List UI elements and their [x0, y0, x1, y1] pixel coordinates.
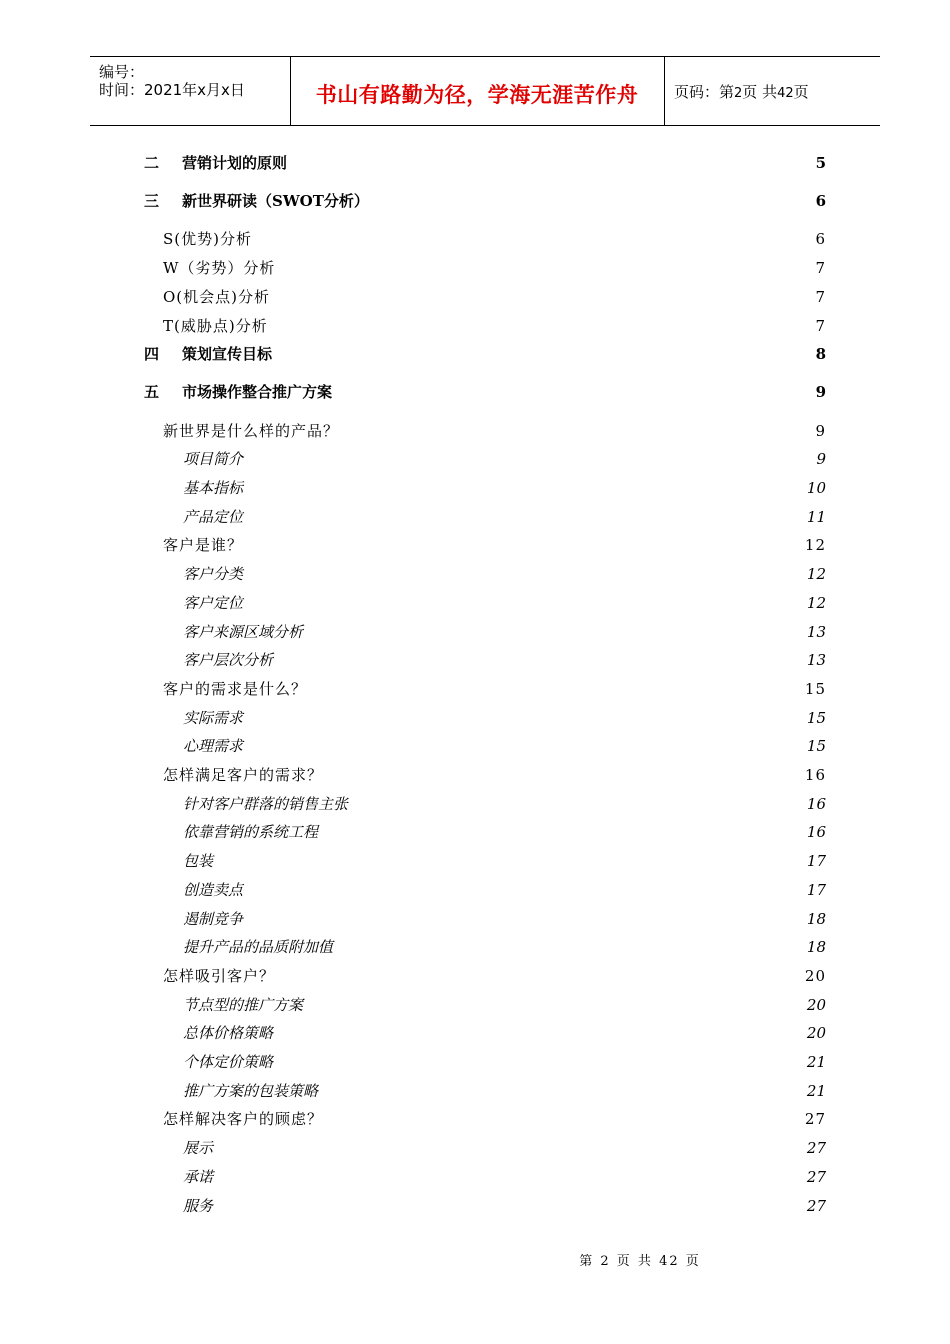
toc-entry-title: 节点型的推广方案	[183, 995, 304, 1014]
toc-entry-page: 20	[806, 1024, 826, 1043]
toc-entry-title: 个体定价策略	[183, 1053, 274, 1071]
toc-entry-title: W（劣势）分析	[163, 259, 276, 278]
toc-entry-title: 客户来源区域分析	[183, 622, 304, 641]
toc-entry-page: 10	[806, 479, 826, 497]
toc-entry-title: 展示	[183, 1139, 214, 1158]
toc-entry-title: 总体价格策略	[183, 1024, 274, 1043]
toc-entry-title: 客户定位	[183, 593, 244, 612]
toc-entry-title: 针对客户群落的销售主张	[183, 794, 349, 813]
toc-entry[interactable]	[183, 1080, 826, 1102]
toc-entry-title: 产品定位	[183, 507, 244, 526]
toc-entry-page: 9	[815, 383, 826, 402]
toc-section-number: 五	[144, 383, 160, 402]
toc-entry-title: 客户是谁？	[163, 536, 244, 555]
page-current: 2	[734, 86, 743, 101]
page-total: 42	[777, 86, 794, 101]
number-label: 编号：	[99, 63, 145, 81]
toc-entry[interactable]	[183, 821, 826, 843]
toc-entry-title: 客户分类	[183, 565, 244, 584]
toc-entry-page: 12	[804, 536, 826, 555]
toc-entry-title: 客户的需求是什么？	[163, 679, 308, 698]
toc-entry-page: 21	[806, 1053, 826, 1071]
toc-entry-title: 实际需求	[183, 708, 244, 727]
toc-entry-title: 提升产品的品质附加值	[183, 938, 334, 957]
toc-entry-page: 27	[806, 1139, 826, 1158]
toc-entry-page: 17	[806, 852, 826, 871]
toc-entry[interactable]	[183, 563, 826, 585]
header-page-cell	[665, 57, 880, 125]
toc-entry[interactable]	[183, 1166, 826, 1188]
header-slogan-cell	[290, 57, 665, 125]
footer-prefix: 第	[579, 1254, 595, 1269]
toc-entry-page: 16	[804, 766, 826, 784]
toc-entry[interactable]	[163, 965, 826, 987]
page-mid: 页 共	[742, 83, 778, 101]
toc-entry-title: 客户层次分析	[183, 651, 274, 670]
toc-entry-title: 新世界研读（SWOT分析）	[182, 192, 369, 211]
footer-total: 42	[659, 1254, 680, 1269]
toc-entry-page: 7	[815, 259, 826, 278]
toc-entry[interactable]	[183, 994, 826, 1016]
toc-entry[interactable]	[183, 592, 826, 614]
toc-entry[interactable]	[163, 315, 826, 337]
toc-entry-page: 8	[815, 345, 826, 364]
page-suffix: 页	[793, 83, 809, 101]
toc-entry-title: 怎样解决客户的顾虑？	[163, 1110, 324, 1129]
toc-entry-title: O(机会点)分析	[163, 287, 271, 306]
toc-entry[interactable]	[163, 764, 826, 786]
toc-entry-page: 12	[806, 565, 826, 584]
toc-entry[interactable]	[183, 448, 826, 470]
toc-entry-page: 27	[804, 1110, 826, 1129]
toc-entry-title: 推广方案的包装策略	[183, 1081, 319, 1100]
toc-entry[interactable]	[163, 1108, 826, 1130]
toc-entry-page: 18	[806, 938, 826, 957]
toc-entry-page: 11	[806, 507, 826, 526]
toc-entry[interactable]	[163, 257, 826, 279]
slogan: 书山有路勤为径，学海无涯苦作舟	[315, 83, 639, 107]
toc-entry-title: 服务	[183, 1196, 214, 1215]
toc-entry[interactable]	[183, 649, 826, 671]
toc-entry-page: 6	[815, 192, 826, 211]
toc-entry-page: 16	[806, 794, 826, 813]
toc-section-number: 二	[144, 154, 160, 172]
toc-entry-title: 遏制竞争	[183, 909, 244, 928]
toc-entry[interactable]	[183, 1137, 826, 1159]
page-footer	[0, 1250, 950, 1269]
toc-entry[interactable]	[183, 793, 826, 815]
toc-entry[interactable]	[183, 506, 826, 528]
toc-entry[interactable]	[183, 1195, 826, 1217]
toc-entry[interactable]	[144, 343, 826, 365]
toc-entry-title: 项目简介	[183, 450, 244, 469]
toc-entry-page: 13	[806, 622, 826, 641]
header-page-info	[674, 81, 809, 102]
page-prefix: 页码：第	[674, 83, 735, 101]
toc-entry-title: 市场操作整合推广方案	[182, 383, 333, 402]
toc-entry[interactable]	[144, 190, 826, 212]
toc-entry-title: 包装	[183, 852, 214, 871]
toc-entry-title: 承诺	[183, 1167, 214, 1186]
toc-entry-title: 依靠营销的系统工程	[183, 823, 319, 842]
footer-mid: 页 共	[616, 1254, 653, 1269]
footer-current: 2	[600, 1254, 611, 1269]
toc-entry[interactable]	[144, 152, 826, 174]
time-label: 时间：2021年x月x日	[99, 81, 245, 99]
footer-suffix: 页	[685, 1254, 701, 1269]
toc-entry[interactable]	[163, 420, 826, 442]
toc-entry-page: 5	[815, 154, 826, 172]
toc-entry-page: 20	[804, 966, 826, 985]
toc-entry[interactable]	[183, 908, 826, 930]
toc-entry-page: 27	[806, 1196, 826, 1215]
toc-entry-page: 21	[806, 1081, 826, 1100]
toc-entry[interactable]	[183, 735, 826, 757]
toc-entry[interactable]	[183, 621, 826, 643]
toc-entry[interactable]	[163, 534, 826, 556]
toc-entry-page: 15	[806, 737, 826, 756]
header-meta-cell	[90, 57, 291, 125]
toc-entry[interactable]	[183, 477, 826, 499]
toc-entry-page: 9	[815, 421, 826, 440]
toc-entry[interactable]	[144, 381, 826, 403]
toc-section-number: 四	[144, 345, 160, 364]
toc-entry[interactable]	[183, 879, 826, 901]
toc-entry-title: T(威胁点)分析	[163, 316, 268, 335]
toc-entry[interactable]	[183, 850, 826, 872]
toc-entry-page: 13	[806, 651, 826, 670]
toc-entry-title: 怎样吸引客户？	[163, 966, 276, 985]
toc-entry[interactable]	[163, 286, 826, 308]
toc-entry-title: 创造卖点	[183, 880, 244, 899]
toc-entry-page: 7	[815, 287, 826, 306]
toc-entry-page: 9	[816, 450, 826, 469]
toc-entry[interactable]	[163, 678, 826, 700]
toc-entry-page: 27	[806, 1167, 826, 1186]
toc-entry-title: 策划宣传目标	[182, 345, 273, 364]
toc-entry-title: 心理需求	[183, 737, 244, 756]
toc-entry-page: 12	[806, 593, 826, 612]
toc-section-number: 三	[144, 192, 160, 211]
toc-entry-page: 6	[815, 230, 826, 249]
toc-entry-title: 营销计划的原则	[182, 154, 288, 172]
toc-entry[interactable]	[183, 1022, 826, 1044]
toc-entry[interactable]	[183, 1051, 826, 1073]
toc-entry[interactable]	[183, 707, 826, 729]
toc-entry-page: 20	[806, 995, 826, 1014]
document-header	[90, 56, 880, 126]
toc-entry-title: 新世界是什么样的产品？	[163, 421, 340, 440]
toc-entry-page: 7	[815, 316, 826, 335]
toc-entry[interactable]	[183, 936, 826, 958]
toc-entry-page: 15	[806, 708, 826, 727]
toc-entry-title: 基本指标	[183, 479, 244, 497]
toc-entry[interactable]	[163, 228, 826, 250]
toc-entry-title: S(优势)分析	[163, 230, 252, 249]
toc-entry-page: 16	[806, 823, 826, 842]
toc-entry-title: 怎样满足客户的需求？	[163, 766, 324, 784]
toc-entry-page: 18	[806, 909, 826, 928]
toc-entry-page: 15	[804, 679, 826, 698]
toc-entry-page: 17	[806, 880, 826, 899]
